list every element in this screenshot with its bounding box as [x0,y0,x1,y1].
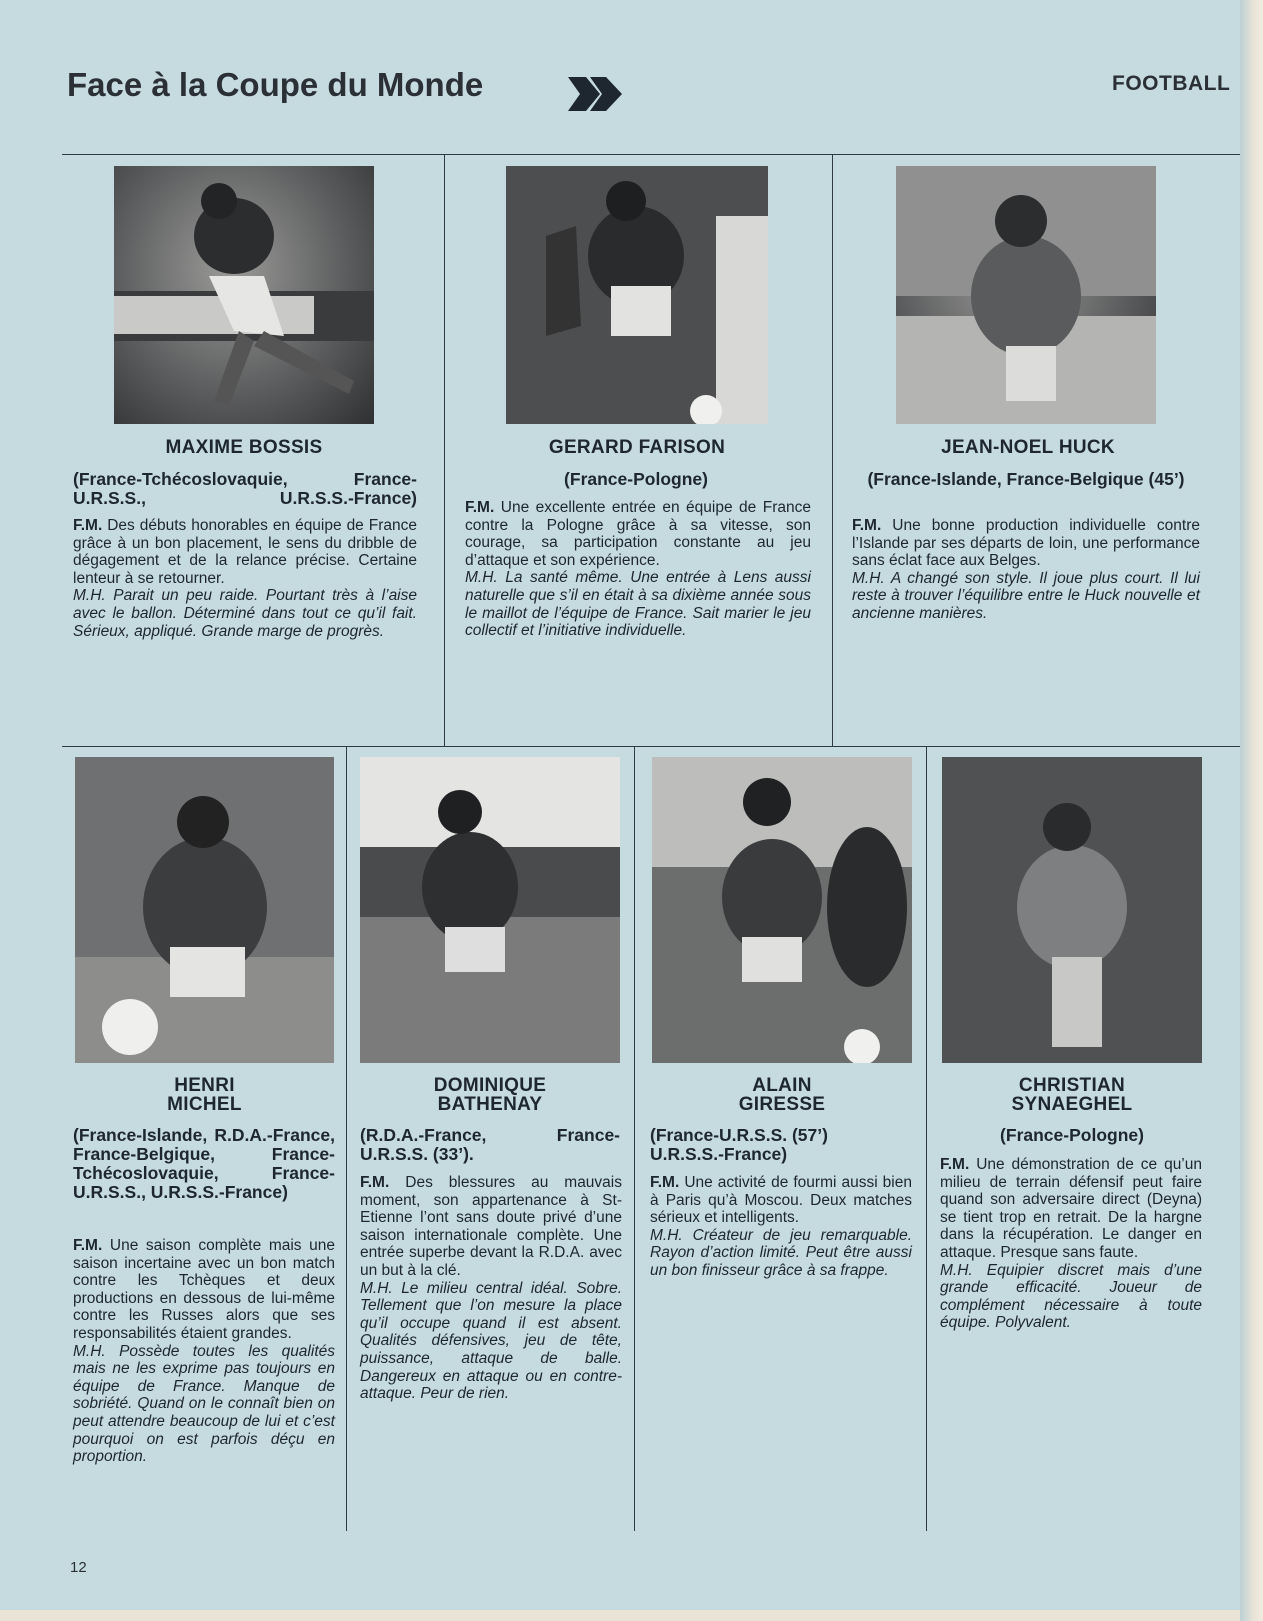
player-evaluation [650,1174,912,1280]
player-evaluation [852,517,1200,623]
page-number: 12 [70,1559,87,1576]
fm-label: F.M. [73,517,103,534]
column-divider [634,746,635,1531]
column-divider [346,746,347,1531]
page-title: Face à la Coupe du Monde [67,66,484,103]
player-matches: (France-Tchécoslovaquie, France-U.R.S.S., U.R.S.S.-France) [73,469,417,508]
fm-comment: Des débuts honorables en équipe de France grâce à un bon placement, le sens du dribble de dégagement et de la relance précise. Certaine lenteur à se retourner. [73,517,417,587]
fm-label: F.M. [852,517,882,534]
fm-label: F.M. [465,499,495,516]
player-matches: (France-Pologne) [564,469,708,489]
mh-comment: Possède toutes les qualités mais ne les exprime pas toujours en équipe de France. Manque de sobriété. Quand on le connaît bien on peut attendre beaucoup de lui et c’est pourquoi on est parfois déçu en proportion. [73,1342,335,1466]
fm-comment: Une bonne production individuelle contre l’Islande par ses départs de loin, une performance sans éclat face aux Belges. [852,517,1200,570]
player-photo-bossis [114,166,374,424]
player-name: MAXIME BOSSIS [165,437,323,458]
mh-comment: Parait un peu raide. Pourtant très à l’aise avec le ballon. Déterminé dans tout ce qu’il fait. Sérieux, appliqué. Grande marge de progrès. [73,587,417,640]
player-evaluation [73,517,417,640]
fm-comment: Une démonstration de ce qu’un milieu de terrain défensif peut faire quand son adversaire direct (Deyna) se tient trop en retrait. De la hargne dans la récupération. Le danger en attaque. Presque sans faute. [940,1156,1202,1261]
mh-comment: Créateur de jeu remarquable. Rayon d’action limité. Peut être aussi un bon finisseur grâce à sa frappe. [650,1226,912,1279]
mh-label: M.H. [465,569,498,587]
page-edge [1240,0,1263,1621]
double-arrow-icon [566,73,624,115]
column-divider [926,746,927,1531]
mh-label: M.H. [940,1261,973,1279]
player-name: DOMINIQUE BATHENAY [433,1075,547,1115]
fm-label: F.M. [73,1237,103,1254]
top-rule [62,154,1240,155]
mh-comment: La santé même. Une entrée à Lens aussi naturelle que s’il en était à sa dixième année sous le maillot de l’équipe de France. Sait marier le jeu collectif et l’initiative individuelle. [465,569,811,640]
fm-comment: Des blessures au mauvais moment, son appartenance à St-Etienne l’ont sans doute privé d’une saison internationale complète. Une entrée superbe devant la R.D.A. avec un but à la clé. [360,1174,622,1279]
player-evaluation [940,1156,1202,1332]
mh-label: M.H. [73,587,106,605]
player-photo-giresse [652,757,912,1063]
player-matches: (R.D.A.-France, France-U.R.S.S. (33’). [360,1125,620,1164]
player-matches: (France-U.R.S.S. (57’) U.R.S.S.-France) [650,1125,828,1164]
column-divider [832,154,833,746]
fm-label: F.M. [360,1174,390,1191]
column-divider [444,154,445,746]
mh-comment: A changé son style. Il joue plus court. Il lui reste à trouver l’équilibre entre le Huck nouvelle et ancienne manières. [852,569,1201,622]
player-name: ALAIN GIRESSE [738,1075,826,1115]
mh-label: M.H. [73,1342,106,1360]
mh-label: M.H. [852,569,885,587]
player-name: GERARD FARISON [548,437,726,458]
player-name: HENRI MICHEL [167,1075,242,1115]
middle-rule [62,746,1240,747]
player-evaluation [465,499,811,640]
player-name: JEAN-NOEL HUCK [941,437,1115,458]
mh-label: M.H. [650,1226,683,1244]
mh-label: M.H. [360,1279,393,1297]
fm-label: F.M. [940,1156,970,1173]
fm-label: F.M. [650,1174,680,1191]
player-matches: (France-Islande, R.D.A.-France, France-Belgique, France-Tchécoslovaquie, France-U.R.S.S., U.R.S.S.-France) [73,1125,335,1202]
player-evaluation [360,1174,622,1403]
player-photo-michel [75,757,334,1063]
mh-comment: Equipier discret mais d’une grande efficacité. Joueur de complément nécessaire à toute équipe. Polyvalent. [940,1261,1202,1332]
section-rubric: FOOTBALL [1112,72,1231,95]
player-evaluation [73,1237,335,1466]
player-photo-synaeghel [942,757,1202,1063]
fm-comment: Une activité de fourmi aussi bien à Paris qu’à Moscou. Deux matches sérieux et intelligents. [650,1174,912,1227]
player-photo-huck [896,166,1156,424]
player-name: CHRISTIAN SYNAEGHEL [1011,1075,1133,1115]
fm-comment: Une excellente entrée en équipe de France contre la Pologne grâce à sa vitesse, son courage, sa participation constante au jeu d’attaque et son expérience. [465,499,811,569]
player-matches: (France-Pologne) [1000,1125,1144,1145]
player-matches: (France-Islande, France-Belgique (45’) [867,469,1185,489]
player-photo-farison [506,166,768,424]
mh-comment: Le milieu central idéal. Sobre. Tellement que l’on mesure la place qu’il occupe quand il est absent. Qualités défensives, jeu de tête, puissance, attaque de balle. Dangereux en attaque ou en contre-attaque. Peur de rien. [360,1279,622,1403]
player-photo-bathenay [360,757,620,1063]
fm-comment: Une saison complète mais une saison incertaine avec un bon match contre les Tchèques et deux productions en dessous de lui-même contre les Russes alors que ses responsabilités étaient grandes. [73,1237,335,1342]
